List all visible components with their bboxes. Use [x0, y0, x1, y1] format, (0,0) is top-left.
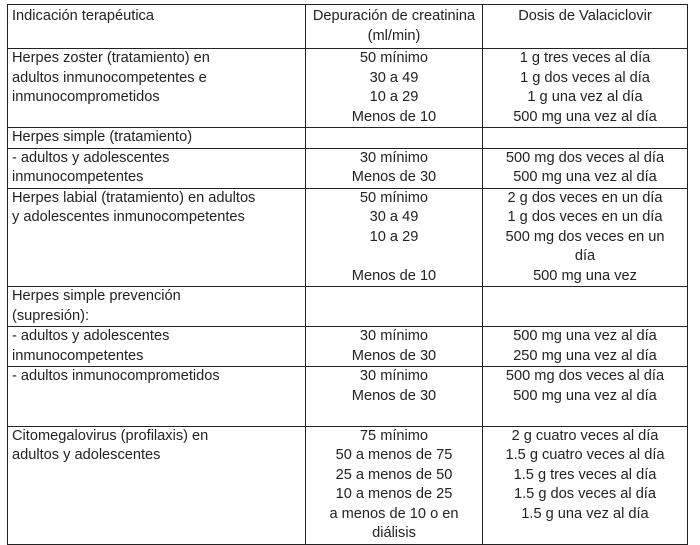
cell-line: 1.5 g cuatro veces al día: [505, 447, 665, 463]
cell-line: 500 mg dos veces al día: [505, 368, 665, 384]
cell-line: 500 mg una vez al día: [513, 328, 657, 344]
cell-line: Menos de 30: [351, 387, 437, 404]
cell-line: Menos de 10: [351, 108, 437, 125]
cell-line: 500 mg una vez al día: [513, 387, 657, 404]
cell-line: y adolescentes inmunocompetentes: [12, 209, 245, 225]
dose-cell: [483, 327, 688, 367]
clearance-cell: [306, 188, 483, 287]
cell-line: 1.5 g tres veces al día: [513, 466, 657, 483]
dose-cell: [483, 128, 688, 149]
cell-line: [310, 406, 478, 426]
cell-line: Herpes simple (tratamiento): [12, 129, 193, 145]
cell-line: 1.5 g una vez al día: [521, 505, 649, 522]
cell-line: 10 a 29: [369, 89, 419, 105]
cell-line: 75 mínimo: [359, 427, 429, 444]
cell-line: 500 mg una vez al día: [513, 169, 657, 185]
cell-line: 10 a 29: [369, 228, 419, 245]
header-dose: Dosis de Valaciclovir: [483, 5, 688, 49]
clearance-cell: [306, 327, 483, 367]
dose-cell: [483, 49, 688, 128]
clearance-cell: [306, 128, 483, 149]
indication-cell: [8, 426, 306, 544]
cell-line: 50 mínimo: [359, 50, 429, 66]
cell-line: 250 mg una vez al día: [513, 347, 657, 364]
dose-cell: [483, 148, 688, 188]
table-row: [8, 188, 688, 287]
clearance-cell: [306, 148, 483, 188]
cell-line: Herpes simple prevención: [12, 288, 181, 304]
indication-cell: [8, 327, 306, 367]
table-row: [8, 327, 688, 367]
cell-line: 25 a menos de 50: [335, 466, 453, 483]
cell-line: adultos inmunocompetentes e: [12, 69, 207, 86]
table-row: [8, 287, 688, 327]
dose-cell: [483, 188, 688, 287]
indication-cell: [8, 188, 306, 287]
table-row: [8, 148, 688, 188]
cell-line: adultos y adolescentes: [12, 447, 161, 463]
cell-line: 500 mg dos veces al día: [505, 149, 665, 166]
cell-line: Menos de 10: [351, 267, 437, 284]
cell-line: 30 a 49: [369, 69, 419, 86]
cell-line: - adultos inmunocomprometidos: [12, 368, 220, 384]
indication-cell: [8, 287, 306, 327]
cell-line: inmunocompetentes: [12, 169, 144, 185]
cell-line: diálisis: [372, 525, 416, 541]
table-row: [8, 426, 688, 544]
cell-line: 500 mg una vez al día: [513, 108, 657, 125]
header-clearance: Depuración de creatinina (ml/min): [306, 5, 483, 49]
cell-line: 500 mg una vez: [533, 267, 637, 284]
cell-line: día: [574, 248, 596, 264]
dose-cell: [483, 287, 688, 327]
cell-line: - adultos y adolescentes: [12, 328, 170, 344]
table-row: [8, 128, 688, 149]
cell-line: 2 g dos veces en un día: [507, 189, 663, 206]
cell-line: 50 a menos de 75: [335, 447, 453, 463]
cell-line: Citomegalovirus (profilaxis) en: [12, 427, 209, 444]
clearance-cell: [306, 287, 483, 327]
cell-line: inmunocomprometidos: [12, 89, 160, 105]
dose-cell: [483, 426, 688, 544]
table-row: [8, 49, 688, 128]
dosing-table: [7, 4, 688, 545]
cell-line: a menos de 10 o en: [329, 505, 459, 522]
cell-line: 30 mínimo: [359, 368, 429, 384]
clearance-cell: [306, 426, 483, 544]
cell-line: 1.5 g dos veces al día: [514, 486, 656, 502]
cell-line: 500 mg dos veces en un: [505, 228, 665, 245]
cell-line: 1 g una vez al día: [527, 89, 643, 105]
cell-line: inmunocompetentes: [12, 347, 144, 364]
cell-line: - adultos y adolescentes: [12, 149, 170, 166]
cell-line: 1 g tres veces al día: [519, 50, 651, 66]
indication-cell: [8, 49, 306, 128]
indication-cell: [8, 128, 306, 149]
dose-cell: [483, 367, 688, 427]
clearance-cell: [306, 49, 483, 128]
cell-line: 50 mínimo: [359, 189, 429, 206]
cell-line: 1 g dos veces al día: [520, 69, 650, 86]
cell-line: Menos de 30: [351, 347, 437, 364]
cell-line: 1 g dos veces en un día: [507, 209, 663, 225]
cell-line: (supresión):: [12, 307, 90, 324]
cell-line: Herpes labial (tratamiento) en adultos: [12, 189, 256, 206]
table-row: [8, 367, 688, 427]
header-row: [8, 5, 688, 49]
cell-line: 30 mínimo: [359, 149, 429, 166]
cell-line: [310, 247, 478, 267]
cell-line: 30 a 49: [369, 209, 419, 225]
cell-line: 30 mínimo: [359, 328, 429, 344]
indication-cell: [8, 367, 306, 427]
cell-line: 10 a menos de 25: [335, 486, 453, 502]
cell-line: 2 g cuatro veces al día: [511, 427, 659, 444]
indication-cell: [8, 148, 306, 188]
header-indication: Indicación terapéutica: [8, 5, 306, 49]
cell-line: Herpes zoster (tratamiento) en: [12, 50, 210, 66]
clearance-cell: [306, 367, 483, 427]
cell-line: Menos de 30: [351, 169, 437, 185]
